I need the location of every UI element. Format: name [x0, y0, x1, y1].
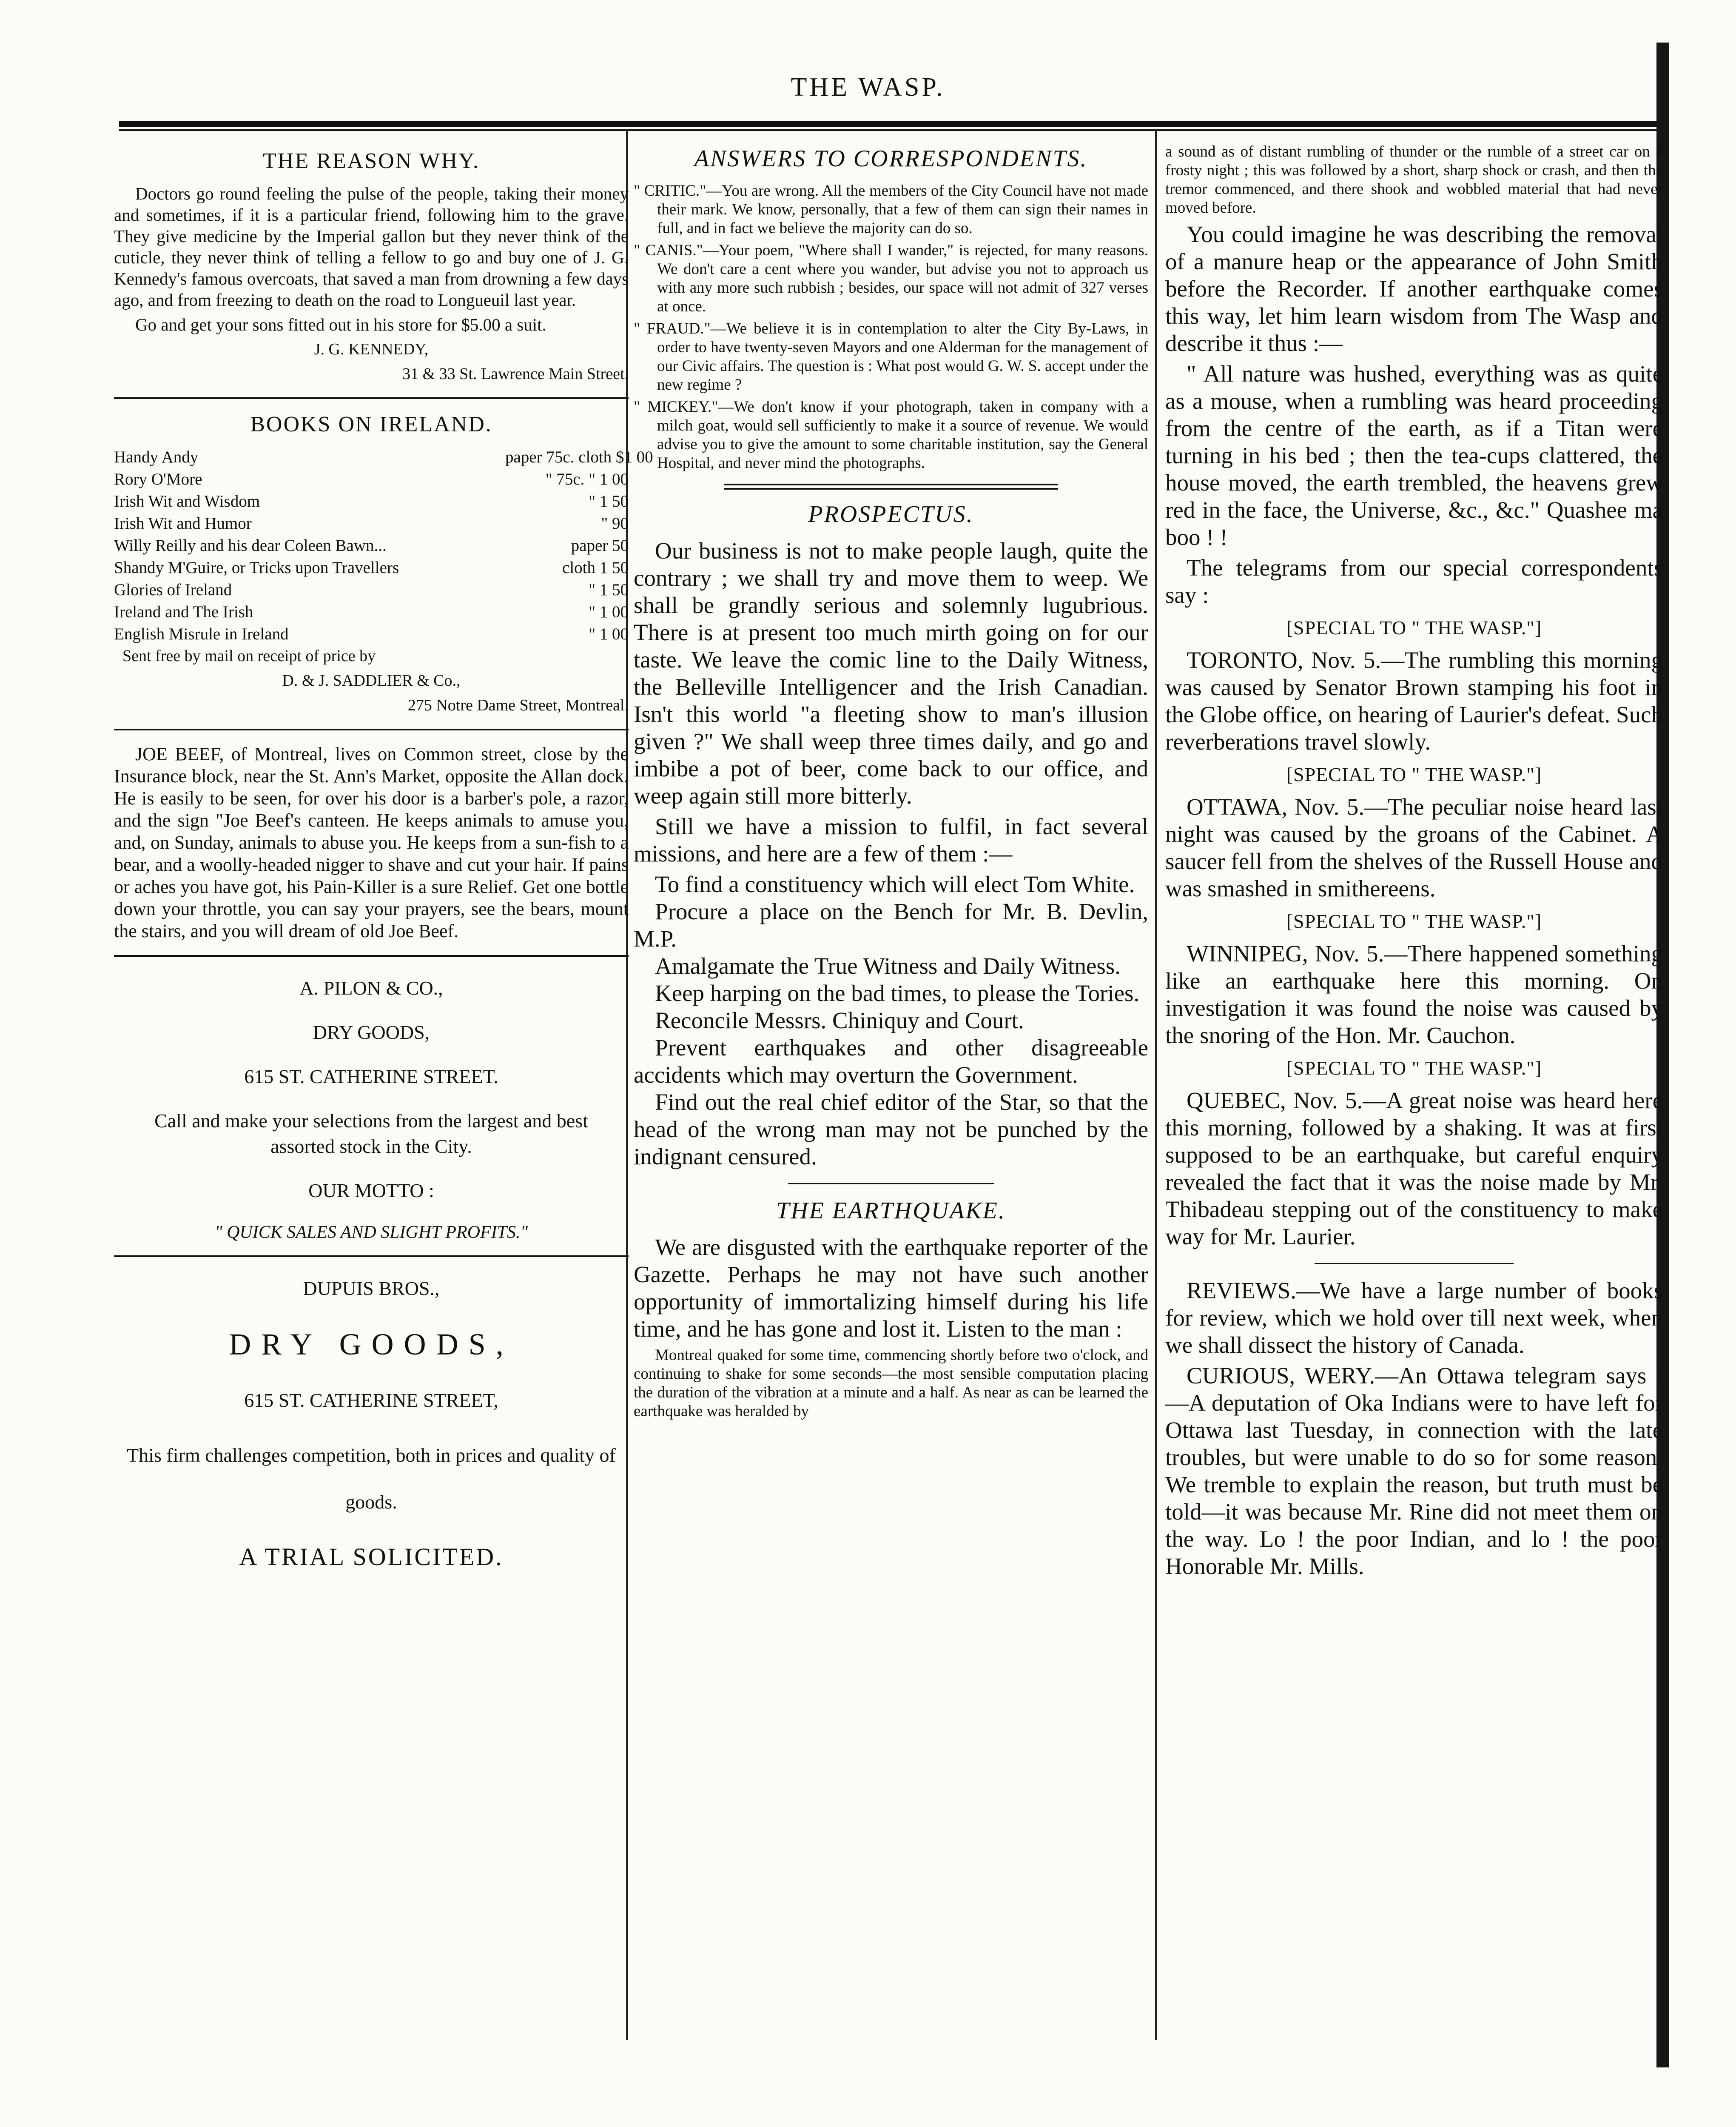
col3-p1: You could imagine he was describing the removal of a manure heap or the appearance of John Smith before the Recorder. If another earthquake comes this way, let him learn wisdom from The Wasp and describe it thus :—	[1165, 221, 1663, 356]
earthquake-p1: We are disgusted with the earthquake reporter of the Gazette. Perhaps he may not have such another opportunity of immortalizing himself during his life time, and he has gone and lost it. Listen to the man :	[634, 1234, 1148, 1342]
book-item: Irish Wit and Wisdom " 1 50	[114, 492, 629, 510]
pilon-motto-label: OUR MOTTO :	[308, 1180, 434, 1201]
book-item: Shandy M'Guire, or Tricks upon Travellers cloth 1 50	[114, 559, 629, 577]
joe-beef-ad: JOE BEEF, of Montreal, lives on Common street, close by the Insurance block, near the St. Ann's Market, opposite the Allan dock. He is easily to be seen, for over his door is a barber's pole, a razor, and the sign "Joe Beef's canteen. He keeps animals to amuse you, and, on Sunday, animals to abuse you. He keeps from a sun-fish to a bear, and a woolly-headed nigger to shave and cut your hair. If pains or aches you have got, his Pain-Killer is a sure Relief. Get one bottle down your throttle, you can say your prayers, see the bears, mount the stairs, and you will dream of old Joe Beef.	[114, 744, 629, 941]
answer-item: " FRAUD."—We believe it is in contemplation to alter the City By-Laws, in order to have twenty-seven Mayors and one Alderman for the management of our Civic affairs. The question is : What post would G. W. S. accept under the new regime ?	[634, 320, 1148, 393]
masthead-rule-thin	[119, 129, 1667, 131]
answer-item: " CANIS."—Your poem, "Where shall I wander," is rejected, for many reasons. We don't care a cent where you wander, but advise you not to approach us with any more such rubbish ; besides, our space will not admit of 327 verses at once.	[634, 242, 1148, 315]
reason-body: Doctors go round feeling the pulse of the people, taking their money and sometimes, if it is a particular friend, following him to the grave. They give medicine by the Imperial gallon but they never think of the cuticle, they never think of telling a fellow to go and buy one of J. G. Kennedy's famous overcoats, that saved a man from drowning a few days ago, and from freezing to death on the road to Longueuil last year.	[114, 184, 629, 310]
mission-item: Prevent earthquakes and other disagreeable accidents which may overturn the Government.	[634, 1035, 1148, 1088]
reason-heading: THE REASON WHY.	[263, 149, 480, 173]
prospectus-p1: Our business is not to make people laugh, quite the contrary ; we shall try and move them to weep. We shall be grandly serious and solemnly lugubrious. There is at present too much mirth going on for our taste. We leave the comic line to the Daily Witness, the Belleville Intelligencer and the Irish Canadian. Isn't this world "a fleeting show to man's illusion given ?" We shall weep three times daily, and go and imbibe a pot of beer, come back to our office, and weep again still more bitterly.	[634, 538, 1148, 809]
special-quebec: QUEBEC, Nov. 5.—A great noise was heard here this morning, followed by a shaking. It was at first supposed to be an earthquake, but careful enquiry revealed the fact that it was the noise made by Mr. Thibadeau stepping out of the constituency to make way for Mr. Laurier.	[1165, 1087, 1663, 1249]
pilon-body: Call and make your selections from the largest and best assorted stock in the City.	[154, 1110, 588, 1157]
prospectus-heading: PROSPECTUS.	[808, 501, 974, 527]
section-rule	[114, 397, 629, 399]
section-rule	[114, 729, 629, 730]
special-ottawa: OTTAWA, Nov. 5.—The peculiar noise heard last night was caused by the groans of the Cabinet. A saucer fell from the shelves of the Russell House and was smashed in smithereens.	[1165, 794, 1663, 901]
special-heading: [SPECIAL TO " THE WASP."]	[1286, 617, 1542, 639]
mission-item: Amalgamate the True Witness and Daily Witness.	[655, 953, 1121, 979]
answer-item: " MICKEY."—We don't know if your photograph, taken in company with a milch goat, would sell sufficiently to make it a source of revenue. We would advise you to give the amount to some charitable institution, say the General Hospital, and never mind the photographs.	[634, 398, 1148, 472]
col3-p2: " All nature was hushed, everything was as quite as a mouse, when a rumbling was heard proceeding from the centre of the earth, as if a Titan were turning in his bed ; then the tea-cups clattered, the house moved, the earth trembled, the heavens grew red in the face, the Universe, &c., &c." Quashee ma boo ! !	[1165, 361, 1663, 550]
book-item: Handy Andy paper 75c. cloth $1 00	[114, 448, 653, 466]
column-middle	[634, 143, 1148, 2040]
dupuis-goods: DRY GOODS,	[229, 1327, 514, 1361]
section-rule-short	[1315, 1263, 1514, 1264]
pilon-goods: DRY GOODS,	[313, 1021, 430, 1043]
book-item: Irish Wit and Humor " 90	[114, 514, 629, 533]
section-rule	[114, 1255, 629, 1257]
column-left	[114, 143, 653, 2040]
column-divider	[1155, 130, 1157, 2040]
earthquake-quote-continued: a sound as of distant rumbling of thunder or the rumble of a street car on a frosty night ; this was followed by a short, sharp shock or crash, and then the tremor commenced, and there shook and wobbled material that had never moved before.	[1165, 143, 1663, 217]
mission-item: Reconcile Messrs. Chiniquy and Court.	[655, 1007, 1024, 1033]
dupuis-trial: A TRIAL SOLICITED.	[239, 1543, 504, 1571]
special-toronto: TORONTO, Nov. 5.—The rumbling this morning was caused by Senator Brown stamping his foot in the Globe office, on hearing of Laurier's defeat. Such reverberations travel slowly.	[1165, 647, 1663, 755]
reason-cta: Go and get your sons fitted out in his store for $5.00 a suit.	[135, 315, 546, 334]
pilon-motto: " QUICK SALES AND SLIGHT PROFITS."	[214, 1223, 528, 1242]
curious-wery: CURIOUS, WERY.—An Ottawa telegram says :—A deputation of Oka Indians were to have left for Ottawa last Tuesday, in connection with the late troubles, but were unable to do so for some reason. We tremble to explain the reason, but truth must be told—it was because Mr. Rine did not meet them on the way. Lo ! the poor Indian, and lo ! the poor Honorable Mr. Mills.	[1165, 1363, 1663, 1579]
mission-item: Keep harping on the bad times, to please the Tories.	[655, 980, 1140, 1006]
book-item: Ireland and The Irish " 1 00	[114, 603, 629, 621]
book-item: Rory O'More " 75c. " 1 00	[114, 470, 629, 488]
books-mail-note: Sent free by mail on receipt of price by	[122, 647, 376, 665]
dupuis-body: This firm challenges competition, both in prices and quality of goods.	[127, 1444, 616, 1513]
kennedy-address: 31 & 33 St. Lawrence Main Street.	[402, 365, 629, 383]
reviews-note: REVIEWS.—We have a large number of books for review, which we hold over till next week, when we shall dissect the history of Canada.	[1165, 1277, 1663, 1358]
special-heading: [SPECIAL TO " THE WASP."]	[1286, 910, 1542, 932]
mission-item: Procure a place on the Bench for Mr. B. Devlin, M.P.	[634, 898, 1148, 952]
section-rule	[114, 955, 629, 957]
book-item: Willy Reilly and his dear Coleen Bawn... paper 50	[114, 536, 629, 555]
masthead-rule	[119, 121, 1667, 127]
special-winnipeg: WINNIPEG, Nov. 5.—There happened something like an earthquake here this morning. On investigation it was found the noise was caused by the snoring of the Hon. Mr. Cauchon.	[1165, 941, 1663, 1048]
earthquake-heading: THE EARTHQUAKE.	[776, 1198, 1006, 1224]
special-heading: [SPECIAL TO " THE WASP."]	[1286, 1057, 1542, 1079]
mission-item: To find a constituency which will elect Tom White.	[655, 871, 1135, 897]
dupuis-address: 615 ST. CATHERINE STREET,	[244, 1389, 498, 1411]
book-item: English Misrule in Ireland " 1 00	[114, 625, 629, 643]
books-seller: D. & J. SADDLIER & Co.,	[282, 672, 461, 690]
masthead-title: THE WASP.	[791, 73, 945, 102]
section-rule-double	[724, 484, 1059, 490]
books-heading: BOOKS ON IRELAND.	[250, 412, 492, 436]
section-rule-short	[788, 1183, 994, 1184]
column-right	[1165, 143, 1663, 2040]
kennedy-name: J. G. KENNEDY,	[314, 340, 429, 358]
pilon-name: A. PILON & CO.,	[299, 977, 443, 999]
mission-item: Find out the real chief editor of the Star, so that the head of the wrong man may not be punched by the indignant censured.	[634, 1089, 1148, 1169]
pilon-address: 615 ST. CATHERINE STREET.	[244, 1066, 498, 1087]
answer-item: " CRITIC."—You are wrong. All the members of the City Council have not made their mark. We know, personally, that a few of them can sign their names in full, and in fact we believe the majority can do so.	[634, 182, 1148, 237]
book-list	[114, 446, 653, 645]
answers-heading: ANSWERS TO CORRESPONDENTS.	[694, 145, 1088, 172]
special-heading: [SPECIAL TO " THE WASP."]	[1286, 764, 1542, 785]
books-address: 275 Notre Dame Street, Montreal.	[407, 696, 629, 714]
earthquake-quote: Montreal quaked for some time, commencing shortly before two o'clock, and continuing to shake for some seconds—the most sensible computation placing the duration of the vibration at a minute and a half. As near as can be learned the earthquake was heralded by	[634, 1346, 1148, 1420]
book-item: Glories of Ireland " 1 50	[114, 581, 629, 599]
dupuis-name: DUPUIS BROS.,	[303, 1277, 440, 1299]
col3-p3: The telegrams from our special correspondents say :	[1165, 555, 1663, 608]
prospectus-p2: Still we have a mission to fulfil, in fact several missions, and here are a few of them :—	[634, 813, 1148, 867]
